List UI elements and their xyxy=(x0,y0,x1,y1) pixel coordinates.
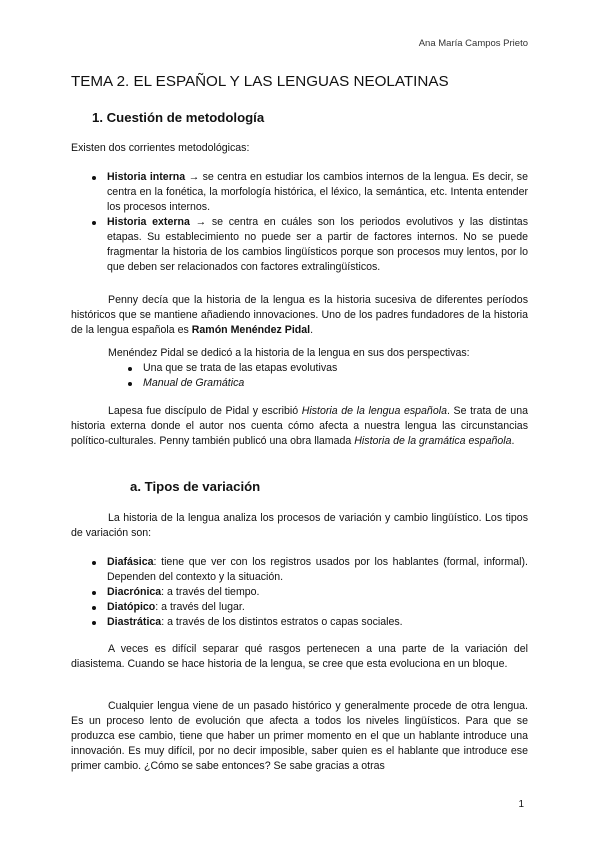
document-title: TEMA 2. EL ESPAÑOL Y LAS LENGUAS NEOLATINAS xyxy=(71,73,449,90)
variation-intro: La historia de la lengua analiza los procesos de variación y cambio lingüístico. Los tipos de variación son: xyxy=(71,512,528,539)
page-header-author: Ana María Campos Prieto xyxy=(418,38,528,49)
definition: → se centra en estudiar los cambios internos de la lengua. Es decir, se centra en la fonética, la morfología histórica, el léxico, la semántica, etc. Intenta entender los procesos internos. xyxy=(107,171,528,213)
book-title: Historia de la lengua española xyxy=(301,405,447,417)
book-title: Historia de la gramática española xyxy=(354,435,512,447)
section-heading-methodology: 1. Cuestión de metodología xyxy=(92,110,265,125)
term: Diacrónica xyxy=(107,586,162,598)
paragraph-penny xyxy=(71,293,528,338)
list-item xyxy=(71,555,528,585)
text: . Se trata de una historia externa donde el autor nos cuenta cómo afecta a nuestra lengua las circunstancias político-culturales. Penny también publicó una obra llamada xyxy=(71,405,528,447)
list-item xyxy=(71,615,528,630)
bold-name: Ramón Menéndez Pidal xyxy=(191,324,311,336)
paragraph-diasystem: A veces es difícil separar qué rasgos pertenecen a una parte de la variación del diasistema. Cuando se hace historia de la lengua, se cree que esta evoluciona en un bloque. xyxy=(71,643,528,670)
list-item xyxy=(71,585,528,600)
list-item xyxy=(71,600,528,615)
text: Penny decía que la historia de la lengua es la historia sucesiva de diferentes períodos históricos que se mantiene añadiendo innovaciones. Uno de los padres fundadores de la historia de la lengua española es xyxy=(71,294,528,336)
definition: → se centra en cuáles son los periodos evolutivos y las distintas etapas. Su establecimiento no puede ser a partir de factores internos. No se puede fragmentar la historia de los cambios lingüísticos porque son procesos muy lentos, por lo que deben ser relacionados con factores extralingüísticos. xyxy=(107,216,528,273)
paragraph-evolution: Cualquier lengua viene de un pasado histórico y generalmente procede de otra lengua. Es un proceso lento de evolución que afecta a todos los niveles lingüísticos. Para que se produzca ese cambio, tiene que haber un primer momento en el que un hablante introduce una innovación. Es muy difícil, por no decir imposible, saber quien es el hablante que introduce ese primer cambio. ¿Cómo se sabe entonces? Se sabe gracias a otras xyxy=(71,700,528,772)
section-heading-variation: a. Tipos de variación xyxy=(130,479,261,494)
term: Historia externa xyxy=(107,216,190,228)
definition: : tiene que ver con los registros usados por los hablantes (formal, informal). Dependen del contexto y la situación. xyxy=(107,556,528,583)
text: . xyxy=(511,435,515,447)
text: . xyxy=(310,324,314,336)
variation-list xyxy=(71,555,528,630)
methodology-list xyxy=(71,170,528,275)
term: Diatópico xyxy=(107,601,156,613)
term: Diastrática xyxy=(107,616,162,628)
pidal-intro: Menéndez Pidal se dedicó a la historia de la lengua en sus dos perspectivas: xyxy=(108,347,470,359)
page-number: 1 xyxy=(518,799,524,810)
pidal-list xyxy=(107,361,527,391)
list-item xyxy=(71,170,528,215)
methodology-intro: Existen dos corrientes metodológicas: xyxy=(71,142,250,154)
term: Historia interna xyxy=(107,171,186,183)
list-item xyxy=(71,215,528,275)
definition: : a través del lugar. xyxy=(155,601,245,613)
list-item: Manual de Gramática xyxy=(107,376,527,391)
term: Diafásica xyxy=(107,556,154,568)
text: Lapesa fue discípulo de Pidal y escribió xyxy=(108,405,302,417)
paragraph-lapesa xyxy=(71,404,528,449)
definition: : a través del tiempo. xyxy=(161,586,260,598)
list-item: Una que se trata de las etapas evolutivas xyxy=(107,361,527,376)
definition: : a través de los distintos estratos o capas sociales. xyxy=(161,616,403,628)
